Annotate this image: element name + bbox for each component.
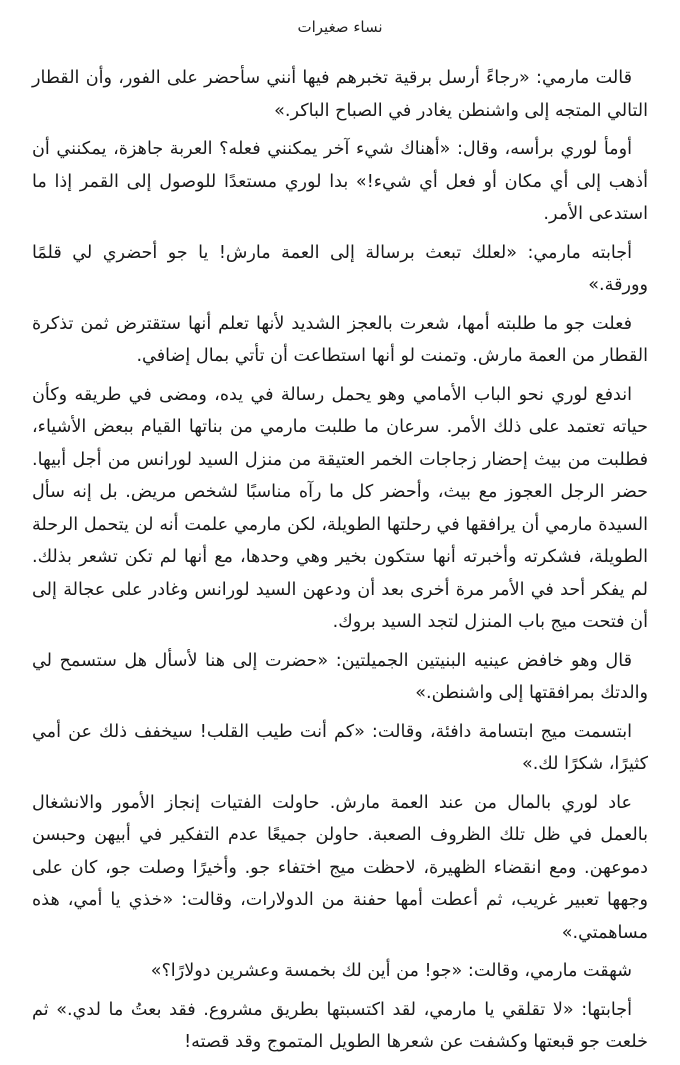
paragraph-5: اندفع لوري نحو الباب الأمامي وهو يحمل رسالة في يده، ومضى في طريقه وكأن حياته تعتمد على ذلك الأمر. سرعان ما طلبت مارمي من بناتها القيام ببعض الأشياء، فطلبت من بيث إحضار زجاجات الخمر العتيقة من منزل السيد لورانس من أجل أبيها. حضر الرجل العجوز مع بيث، وأحضر كل ما رآه مناسبًا لشخص مريض. بل إنه سأل السيدة مارمي أن يرافقها في رحلتها الطويلة، لكن مارمي علمت أنه لن يتحمل الرحلة الطويلة، فشكرته وأخبرته أنها ستكون بخير وهي وحدها، مع أنها لم تكن تشعر بذلك. لم يفكر أحد في الأمر مرة أخرى بعد أن ودعهن السيد لورانس وغادر على عجالة إلى أن فتحت ميج باب المنزل لتجد السيد بروك.	[32, 384, 648, 632]
paragraph-7: ابتسمت ميج ابتسامة دافئة، وقالت: «كم أنت طيب القلب! سيخفف ذلك عن أمي كثيرًا، شكرًا لك.»	[32, 721, 648, 774]
running-header-title: نساء صغيرات	[297, 18, 383, 36]
paragraph-4: فعلت جو ما طلبته أمها، شعرت بالعجز الشديد لأنها تعلم أنها ستقترض ثمن تذكرة القطار من العمة مارش. وتمنت لو أنها استطاعت أن تأتي بمال إضافي.	[32, 313, 648, 366]
paragraph-10: أجابتها: «لا تقلقي يا مارمي، لقد اكتسبتها بطريق مشروع. فقد بعتُ ما لدي.» ثم خلعت جو قبعتها وكشفت عن شعرها الطويل المتموج وقد قصته!	[32, 999, 648, 1052]
paragraph-2: أومأ لوري برأسه، وقال: «أهناك شيء آخر يمكنني فعله؟ العربة جاهزة، يمكنني أن أذهب إلى أي مكان أو فعل أي شيء!» بدا لوري مستعدًا للوصول إلى القمر إذا ما استدعى الأمر.	[32, 139, 648, 224]
paragraph-6: قال وهو خافض عينيه البنيتين الجميلتين: «حضرت إلى هنا لأسأل هل ستسمح لي والدتك بمرافقتها إلى واشنطن.»	[32, 650, 648, 703]
body-text	[32, 62, 648, 1065]
paragraph-3: أجابته مارمي: «لعلك تبعث برسالة إلى العمة مارش! يا جو أحضري لي قلمًا وورقة.»	[32, 242, 648, 295]
paragraph-1: قالت مارمي: «رجاءً أرسل برقية تخبرهم فيها أنني سأحضر على الفور، وأن القطار التالي المتجه إلى واشنطن يغادر في الصباح الباكر.»	[32, 68, 648, 121]
paragraph-9: شهقت مارمي، وقالت: «جو! من أين لك بخمسة وعشرين دولارًا؟»	[150, 961, 632, 981]
paragraph-8: عاد لوري بالمال من عند العمة مارش. حاولت الفتيات إنجاز الأمور والانشغال بالعمل في ظل تلك الظروف الصعبة. حاولن جميعًا عدم التفكير في أبيهن وحبسن دموعهن. ومع انقضاء الظهيرة، لاحظت ميج اختفاء جو. وأخيرًا وصلت جو، كان على وجهها تعبير غريب، ثم أعطت أمها حفنة من الدولارات، وقالت: «خذي يا أمي، هذه مساهمتي.»	[32, 792, 648, 943]
